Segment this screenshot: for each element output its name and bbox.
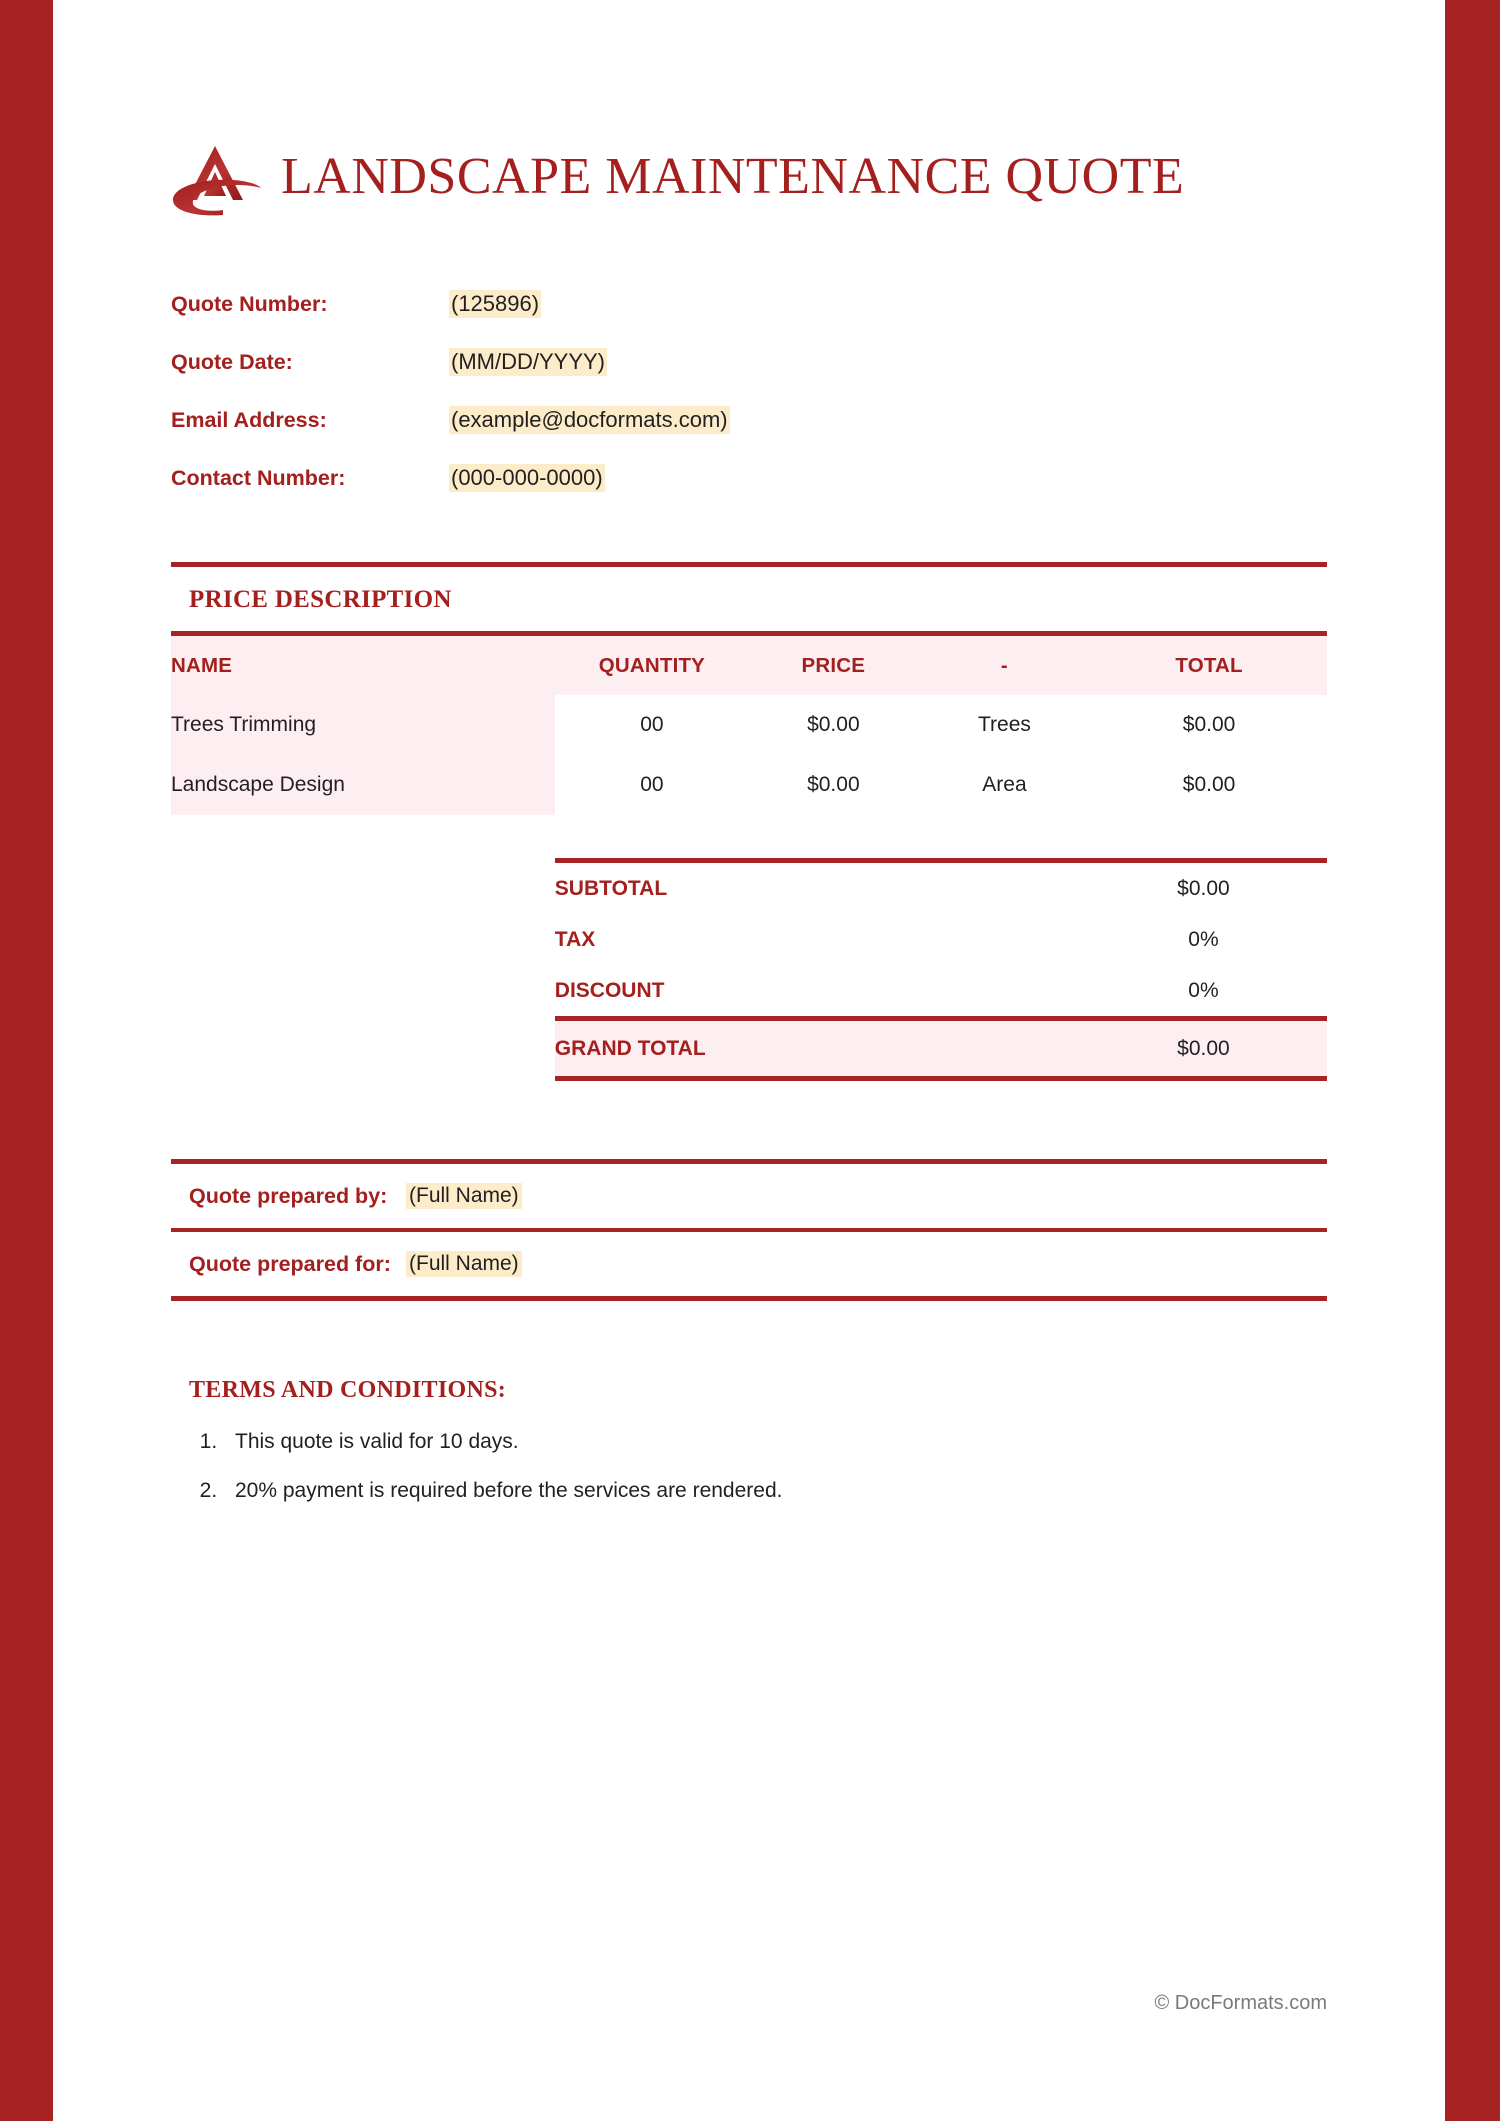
quote-number-label: Quote Number: [171, 292, 328, 316]
meta-row-contact-number [171, 464, 1327, 522]
discount-value[interactable]: 0% [1188, 978, 1219, 1002]
contact-number-value[interactable]: (000-000-0000) [451, 465, 603, 490]
prepared-for-row [171, 1232, 1327, 1296]
prepared-for-label: Quote prepared for: [189, 1251, 391, 1276]
tax-value[interactable]: 0% [1188, 927, 1219, 951]
column-header-price: PRICE [749, 636, 918, 695]
grand-total-bottom-rule [555, 1076, 1327, 1081]
prepared-for-value[interactable]: (Full Name) [406, 1251, 522, 1277]
item-total[interactable]: $0.00 [1091, 755, 1327, 815]
line-items-table [171, 636, 1327, 815]
meta-row-quote-date [171, 348, 1327, 406]
document-header [171, 0, 1327, 216]
item-unit[interactable]: Trees [918, 695, 1091, 755]
footer-copyright: © DocFormats.com [1154, 1992, 1327, 2014]
grand-total-table [555, 1021, 1327, 1076]
meta-row-email-address [171, 406, 1327, 464]
document-sheet [53, 0, 1445, 2121]
price-description-heading: PRICE DESCRIPTION [189, 586, 452, 613]
meta-row-quote-number [171, 290, 1327, 348]
price-description-section [171, 562, 1327, 1081]
column-header-quantity: QUANTITY [555, 636, 749, 695]
item-price[interactable]: $0.00 [749, 695, 918, 755]
quote-date-label: Quote Date: [171, 350, 293, 374]
prepared-by-value[interactable]: (Full Name) [406, 1183, 522, 1209]
left-red-band [0, 0, 53, 2121]
subtotal-value[interactable]: $0.00 [1177, 876, 1230, 900]
prepared-by-label: Quote prepared by: [189, 1183, 388, 1208]
prepared-by-row [171, 1164, 1327, 1228]
quote-meta-fields [171, 290, 1327, 522]
grand-total-label: GRAND TOTAL [555, 1021, 1080, 1076]
right-red-band [1445, 0, 1500, 2121]
totals-row-subtotal [555, 863, 1327, 914]
item-quantity[interactable]: 00 [555, 695, 749, 755]
table-row [171, 695, 1327, 755]
tax-label: TAX [554, 927, 596, 951]
list-item: 2. 20% payment is required before the services are rendered. [223, 1477, 1327, 1504]
totals-row-tax [555, 914, 1327, 965]
item-quantity[interactable]: 00 [555, 755, 749, 815]
column-header-total: TOTAL [1091, 636, 1327, 695]
item-name[interactable]: Landscape Design [171, 755, 555, 815]
quote-number-value[interactable]: (125896) [451, 291, 540, 316]
subtotal-label: SUBTOTAL [554, 876, 668, 900]
prepared-section [171, 1159, 1327, 1301]
prepared-bottom-rule [171, 1296, 1327, 1301]
table-row [171, 755, 1327, 815]
table-header-row [171, 636, 1327, 695]
email-address-value[interactable]: (example@docformats.com) [451, 407, 728, 432]
item-total[interactable]: $0.00 [1091, 695, 1327, 755]
quote-date-value[interactable]: (MM/DD/YYYY) [451, 349, 605, 374]
item-price[interactable]: $0.00 [749, 755, 918, 815]
terms-and-conditions-section [171, 1377, 1327, 1505]
terms-title: TERMS AND CONDITIONS: [189, 1377, 507, 1403]
contact-number-label: Contact Number: [171, 466, 346, 490]
item-unit[interactable]: Area [918, 755, 1091, 815]
column-header-name: NAME [171, 636, 555, 695]
totals-row-discount [555, 965, 1327, 1016]
grand-total-value[interactable]: $0.00 [1080, 1021, 1327, 1076]
email-address-label: Email Address: [171, 408, 327, 432]
discount-label: DISCOUNT [554, 978, 665, 1002]
column-header-unit: - [918, 636, 1091, 695]
item-name[interactable]: Trees Trimming [171, 695, 555, 755]
totals-table [555, 863, 1327, 1016]
totals-row-grand-total [555, 1021, 1327, 1076]
totals-section [171, 858, 1327, 1081]
triangle-swoosh-logo-icon [171, 138, 263, 216]
terms-list [189, 1428, 1327, 1505]
list-item: 1. This quote is valid for 10 days. [223, 1428, 1327, 1455]
page-title: LANDSCAPE MAINTENANCE QUOTE [281, 148, 1185, 205]
